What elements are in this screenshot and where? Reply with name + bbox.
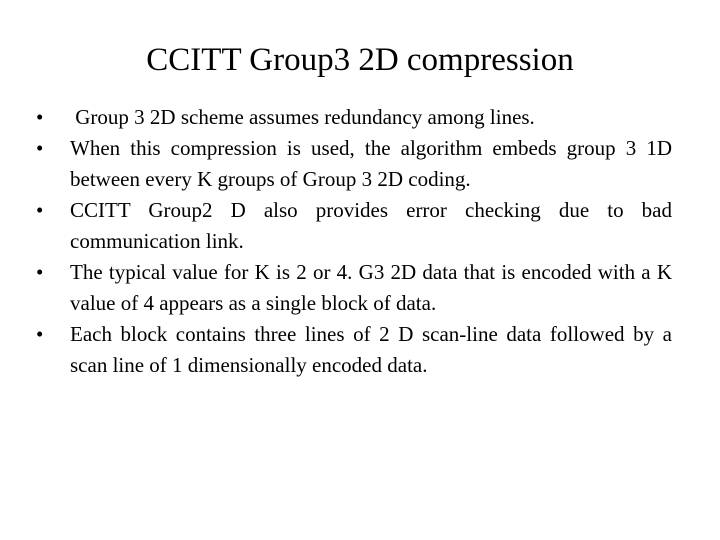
bullet-item bbox=[36, 319, 672, 381]
bullet-icon: • bbox=[36, 105, 44, 129]
bullet-item bbox=[36, 133, 672, 195]
bullet-icon: • bbox=[36, 322, 44, 346]
bullet-text: CCITT Group2 D also provides error checking due to bad communication link. bbox=[70, 198, 672, 253]
bullet-text: The typical value for K is 2 or 4. G3 2D data that is encoded with a K value of 4 appears as a single block of data. bbox=[70, 260, 672, 315]
bullet-list bbox=[36, 102, 672, 381]
bullet-item bbox=[36, 102, 672, 133]
bullet-icon: • bbox=[36, 198, 44, 222]
bullet-icon: • bbox=[36, 136, 44, 160]
bullet-item bbox=[36, 257, 672, 319]
bullet-text: Group 3 2D scheme assumes redundancy among lines. bbox=[70, 105, 535, 129]
bullet-text: Each block contains three lines of 2 D scan-line data followed by a scan line of 1 dimensionally encoded data. bbox=[70, 322, 672, 377]
bullet-icon: • bbox=[36, 260, 44, 284]
bullet-item bbox=[36, 195, 672, 257]
slide-title: CCITT Group3 2D compression bbox=[146, 42, 574, 78]
bullet-text: When this compression is used, the algorithm embeds group 3 1D between every K groups of Group 3 2D coding. bbox=[70, 136, 672, 191]
